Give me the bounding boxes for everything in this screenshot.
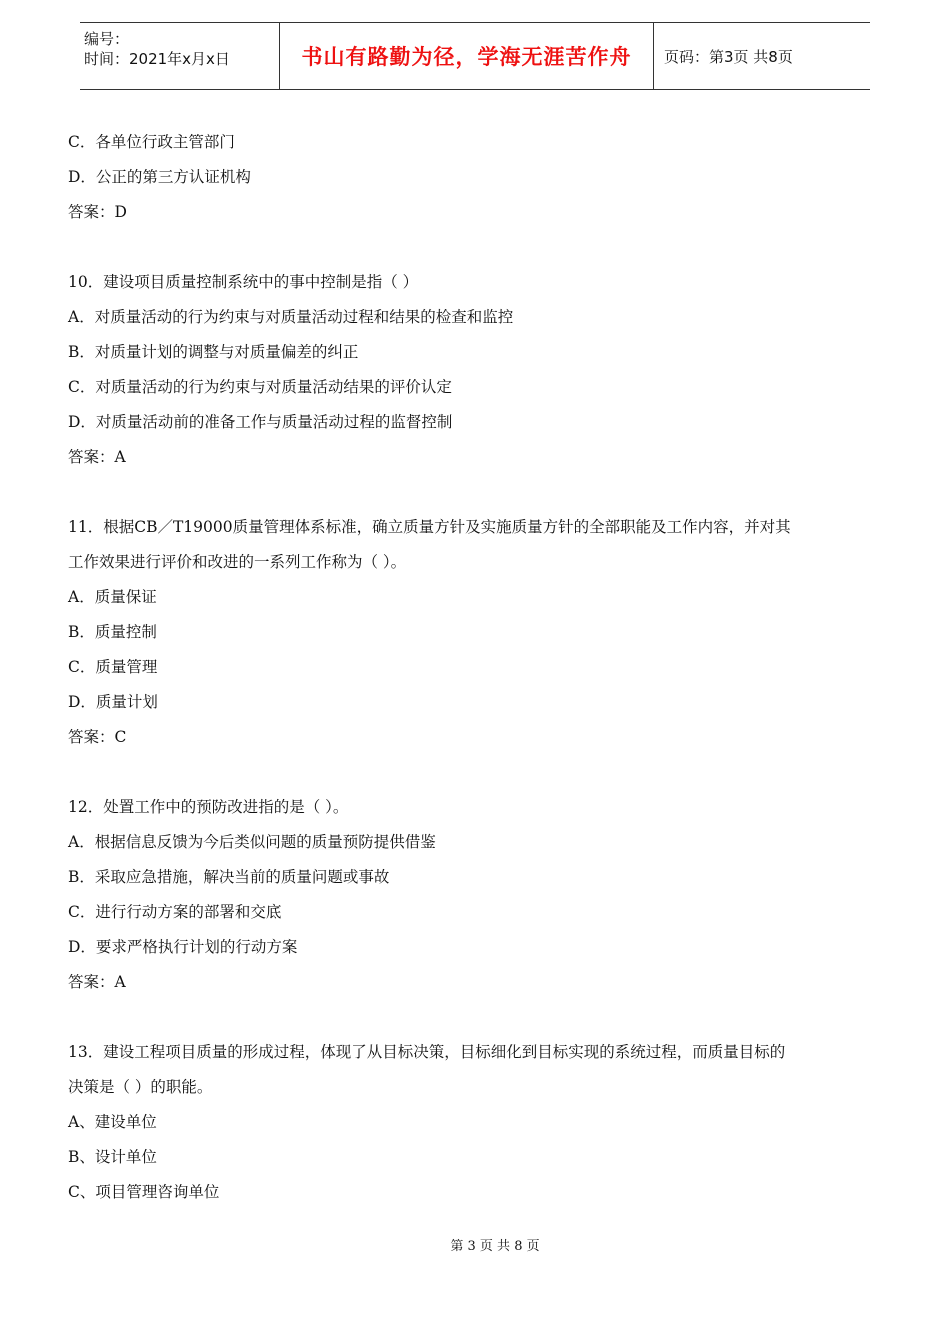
question-line: 11．根据CB／T19000质量管理体系标准，确立质量方针及实施质量方针的全部职能及工作内容，并对其 [68,518,791,536]
option-line: A、建设单位 [68,1113,157,1131]
option-line: B．质量控制 [68,623,157,641]
header-motto-cell [280,23,654,89]
question-line: 12．处置工作中的预防改进指的是（ ）。 [68,798,349,816]
header-info-cell [80,23,280,89]
answer-line: 答案：A [68,973,126,991]
option-line: A．根据信息反馈为今后类似问题的质量预防提供借鉴 [68,833,436,851]
blank-line [68,1003,888,1038]
blank-line [68,758,888,793]
option-line: C．质量管理 [68,658,158,676]
option-line: B、设计单位 [68,1148,157,1166]
header-motto: 书山有路勤为径，学海无涯苦作舟 [301,44,632,69]
header-time-label: 时间：2021年x月x日 [84,50,230,68]
text-line: D．公正的第三方认证机构 [68,168,251,186]
option-line: C、项目管理咨询单位 [68,1183,220,1201]
answer-line: 答案：C [68,728,127,746]
text-line: C．各单位行政主管部门 [68,133,235,151]
blank-line [68,478,888,513]
answer-line: 答案：A [68,448,126,466]
blank-line [68,233,888,268]
option-line: B．采取应急措施，解决当前的质量问题或事故 [68,868,390,886]
header-page-cell [654,23,870,89]
option-line: A．对质量活动的行为约束与对质量活动过程和结果的检查和监控 [68,308,514,326]
question-line: 决策是（ ）的职能。 [68,1078,213,1096]
option-line: D．对质量活动前的准备工作与质量活动过程的监督控制 [68,413,453,431]
page-footer: 第 3 页 共 8 页 [450,1239,540,1254]
page-header [80,22,870,90]
option-line: C．对质量活动的行为约束与对质量活动结果的评价认定 [68,378,452,396]
header-number-label: 编号： [84,30,130,48]
question-line: 10．建设项目质量控制系统中的事中控制是指（ ） [68,273,419,291]
option-line: B．对质量计划的调整与对质量偏差的纠正 [68,343,359,361]
option-line: D．要求严格执行计划的行动方案 [68,938,298,956]
option-line: A．质量保证 [68,588,157,606]
option-line: C．进行行动方案的部署和交底 [68,903,282,921]
question-line: 13．建设工程项目质量的形成过程，体现了从目标决策，目标细化到目标实现的系统过程，而质量目标的 [68,1043,786,1061]
header-page-code: 页码：第3页 共8页 [664,47,793,66]
document-body [68,128,888,1213]
question-line: 工作效果进行评价和改进的一系列工作称为（ ）。 [68,553,407,571]
answer-line: 答案：D [68,203,127,221]
option-line: D．质量计划 [68,693,158,711]
